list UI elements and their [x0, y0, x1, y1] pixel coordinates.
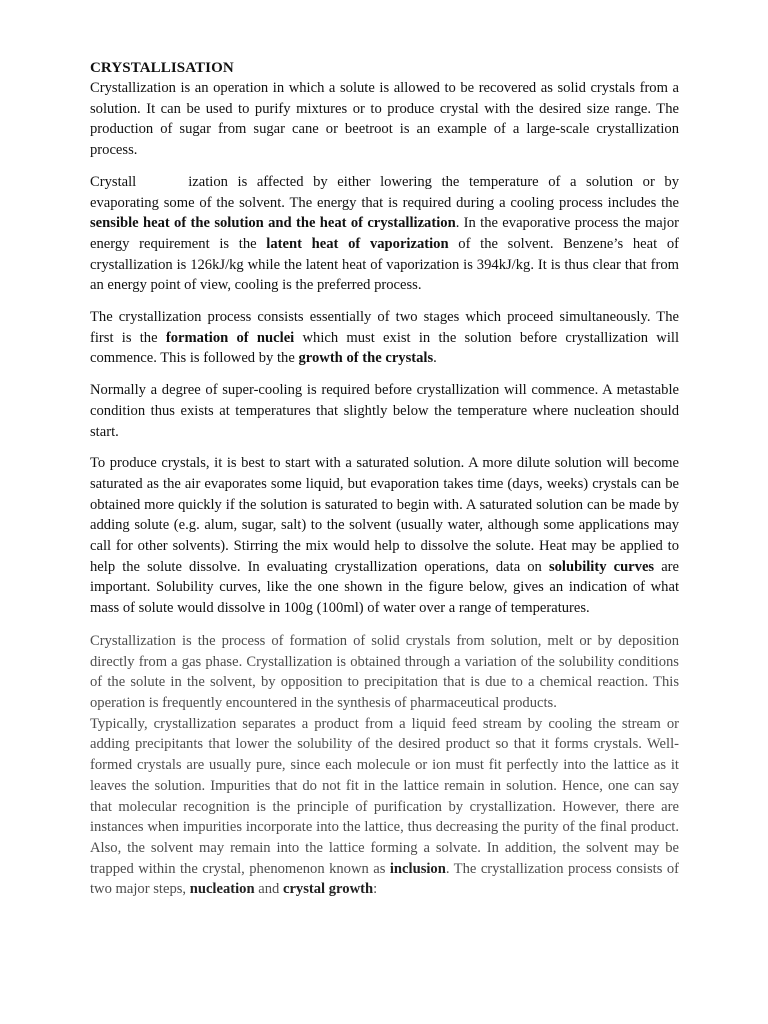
bold-term: sensible heat of the solution and the heat of crystallization [90, 215, 456, 232]
paragraph-saturated [90, 453, 679, 619]
gray-section [90, 631, 679, 900]
text-run: . The crystallization process consists of two major steps, [90, 860, 679, 898]
text-run: are important. Solubility curves, like the one shown in the figure below, gives an indication of what mass of solute would dissolve in 100g (100ml) of water over a range of temperatures. [90, 558, 680, 617]
paragraph-stages [90, 307, 679, 369]
text-run: and [254, 881, 283, 898]
document-title: CRYSTALLISATION [90, 60, 234, 76]
text-run: Typically, crystallization separates a product from a liquid feed stream by cooling the stream or adding precipitants that lower the solubility of the desired product so that it forms crystals. Well-formed crystals are usually pure, since each molecule or ion must fit perfectly into the lattice as it leaves the solution. Impurities that do not fit in the lattice remain in solution. Hence, one can say that molecular recognition is the principle of purification by crystallization. However, there are instances when impurities incorporate into the lattice, thus decreasing the purity of the final product. Also, the solvent may remain into the lattice forming a solvate. In addition, the solvent may be trapped within the crystal, phenomenon known as [90, 715, 679, 877]
bold-term: latent heat of vaporization [266, 235, 449, 252]
text-run: To produce crystals, it is best to start with a saturated solution. A more dilute solution will become saturated as the air evaporates some liquid, but evaporation takes time (days, weeks) crystals can be obtained more quickly if the solution is saturated to begin with. A saturated solution can be made by adding solute (e.g. alum, sugar, salt) to the solvent (usually water, although some applications may call for other solvents). Stirring the mix would help to dissolve the solute. Heat may be applied to help the solute dissolve. In evaluating crystallization operations, data on [90, 455, 679, 575]
document-page [90, 58, 679, 900]
text-run: : [373, 881, 378, 898]
text-run: ization is affected by either lowering the temperature of a solution or by evaporating some of the solvent. The energy that is required during a cooling process includes the [90, 173, 679, 211]
text-run: of the solvent. Benzene’s heat of crystallization is 126kJ/kg while the latent heat of vaporization is 394kJ/kg. It is thus clear that from an energy point of view, cooling is the preferred process. [90, 235, 679, 294]
text-run: . In the evaporative process the major energy requirement is the [90, 215, 679, 252]
paragraph-definition: Crystallization is the process of formation of solid crystals from solution, melt or by deposition directly from a gas phase. Crystallization is obtained through a variation of the solubility conditions of the solute in the solvent, by opposition to precipitation that is due to a chemical reaction. This operation is frequently encountered in the synthesis of pharmaceutical products. [90, 632, 679, 711]
text-run: The crystallization process consists essentially of two stages which proceed simultaneously. The first is the [90, 309, 679, 346]
text-run: which must exist in the solution before crystallization will commence. This is followed by the [90, 329, 679, 367]
paragraph-energy [90, 172, 679, 296]
paragraph-supercooling: Normally a degree of super-cooling is required before crystallization will commence. A metastable condition thus exists at temperatures that slightly below the temperature where nucleation should start. [90, 382, 679, 440]
text-run: Crystall [90, 173, 137, 190]
bold-term: solubility curves [548, 558, 655, 575]
paragraph-separation [90, 714, 679, 900]
text-run: . [433, 350, 437, 367]
bold-term: formation of nuclei [165, 329, 295, 346]
bold-term: nucleation [189, 881, 255, 898]
paragraph-intro: Crystallization is an operation in which a solute is allowed to be recovered as solid crystals from a solution. It can be used to purify mixtures or to produce crystal with the desired size range. The production of sugar from sugar cane or beetroot is an example of a large-scale crystallization process. [90, 80, 679, 159]
bold-term: growth of the crystals [298, 350, 434, 367]
bold-term: inclusion [389, 860, 446, 877]
bold-term: crystal growth [282, 881, 374, 898]
